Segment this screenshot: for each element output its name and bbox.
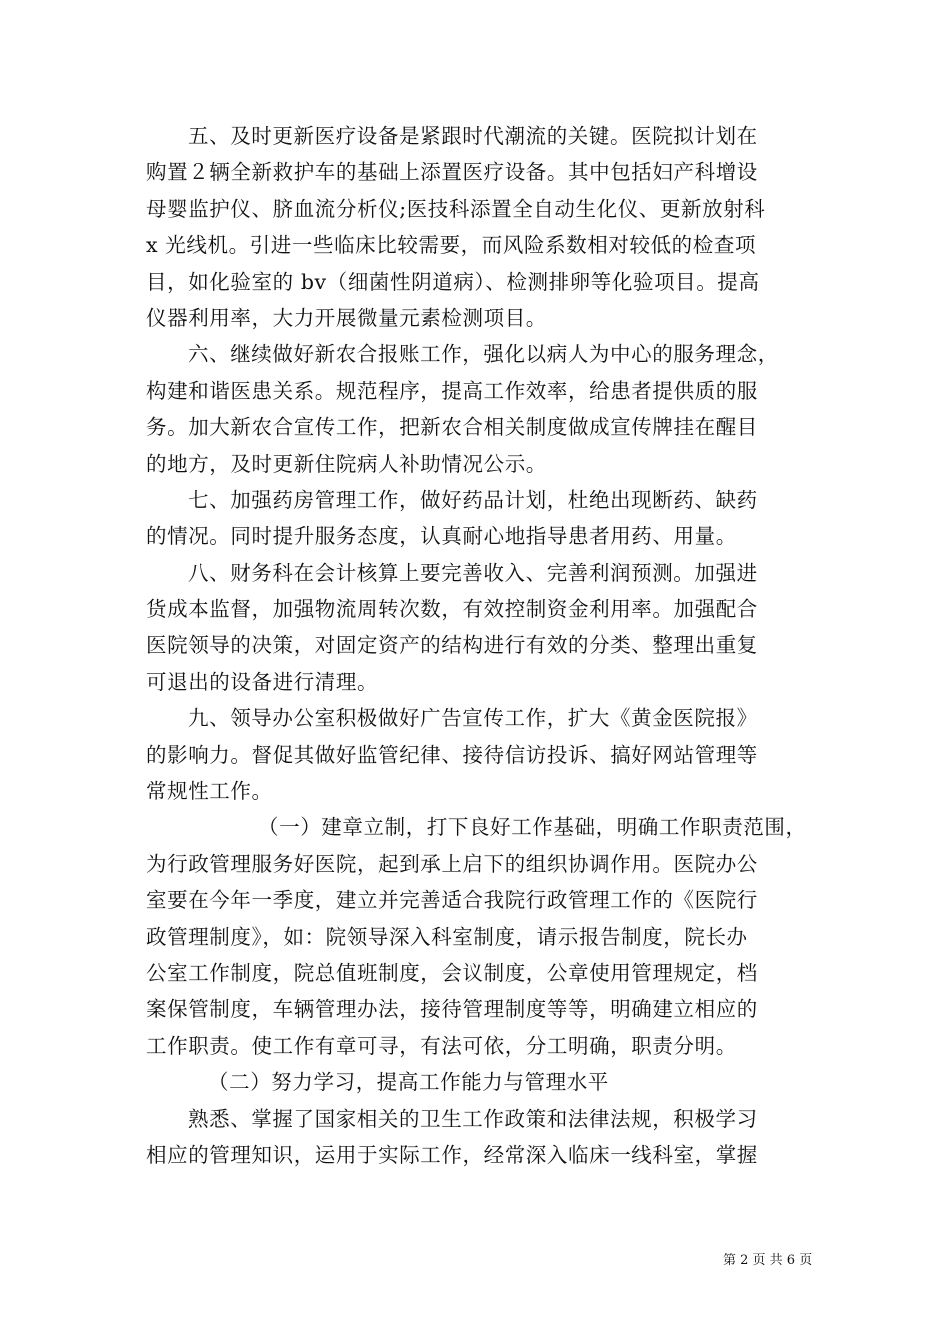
text-line: 医院领导的决策，对固定资产的结构进行有效的分类、整理出重复 <box>146 633 758 658</box>
text-line: 常规性工作。 <box>146 779 273 804</box>
text-line: 相应的管理知识，运用于实际工作，经常深入临床一线科室，掌握 <box>146 1142 758 1167</box>
text-line: 构建和谐医患关系。规范程序，提高工作效率，给患者提供质的服 <box>146 378 758 403</box>
text-line: 的地方，及时更新住院病人补助情况公示。 <box>146 451 547 476</box>
text-line: 室要在今年一季度，建立并完善适合我院行政管理工作的《医院行 <box>146 888 758 913</box>
text-line: 务。加大新农合宣传工作，把新农合相关制度做成宣传牌挂在醒目 <box>146 415 758 440</box>
text-line: 母婴监护仪、脐血流分析仪;医技科添置全自动生化仪、更新放射科 <box>146 196 766 221</box>
document-body <box>146 118 806 1173</box>
text-line: 的影响力。督促其做好监管纪律、接待信访投诉、搞好网站管理等 <box>146 742 758 767</box>
text-line: 五、及时更新医疗设备是紧跟时代潮流的关键。医院拟计划在 <box>188 124 758 148</box>
text-line: 货成本监督，加强物流周转次数，有效控制资金利用率。加强配合 <box>146 597 758 622</box>
text-line: 政管理制度》，如：院领导深入科室制度，请示报告制度，院长办 <box>146 924 748 949</box>
text-line: 八、财务科在会计核算上要完善收入、完善利润预测。加强进 <box>188 560 758 585</box>
page-number: 第 2 页 共 6 页 <box>723 1253 813 1268</box>
text-line: 九、领导办公室积极做好广告宣传工作，扩大《黄金医院报》 <box>188 706 758 731</box>
text-line: 可退出的设备进行清理。 <box>146 669 379 694</box>
text-line: 为行政管理服务好医院，起到承上启下的组织协调作用。医院办公 <box>146 851 758 876</box>
text-line: 工作职责。使工作有章可寻，有法可依，分工明确，职责分明。 <box>146 1033 737 1058</box>
section-heading: （二）努力学习，提高工作能力与管理水平 <box>208 1070 609 1095</box>
text-line: 案保管制度，车辆管理办法，接待管理制度等等，明确建立相应的 <box>146 997 758 1022</box>
text-line: 的情况。同时提升服务态度，认真耐心地指导患者用药、用量。 <box>146 524 737 549</box>
text-line: 熟悉、掌握了国家相关的卫生工作政策和法律法规，积极学习 <box>188 1106 758 1131</box>
text-line: 六、继续做好新农合报账工作，强化以病人为中心的服务理念， <box>188 342 779 367</box>
text-line: 目，如化验室的 bv（细菌性阴道病）、检测排卵等化验项目。提高 <box>146 269 760 294</box>
text-line: x 光线机。引进一些临床比较需要，而风险系数相对较低的检查项 <box>146 233 757 258</box>
text-line: 七、加强药房管理工作，做好药品计划，杜绝出现断药、缺药 <box>188 487 758 512</box>
text-line: 购置２辆全新救护车的基础上添置医疗设备。其中包括妇产科增设 <box>146 160 758 185</box>
text-line: 公室工作制度，院总值班制度，会议制度，公章使用管理规定，档 <box>146 960 758 985</box>
text-line: （一）建章立制，打下良好工作基础，明确工作职责范围， <box>258 815 807 840</box>
text-line: 仪器利用率，大力开展微量元素检测项目。 <box>146 305 547 330</box>
